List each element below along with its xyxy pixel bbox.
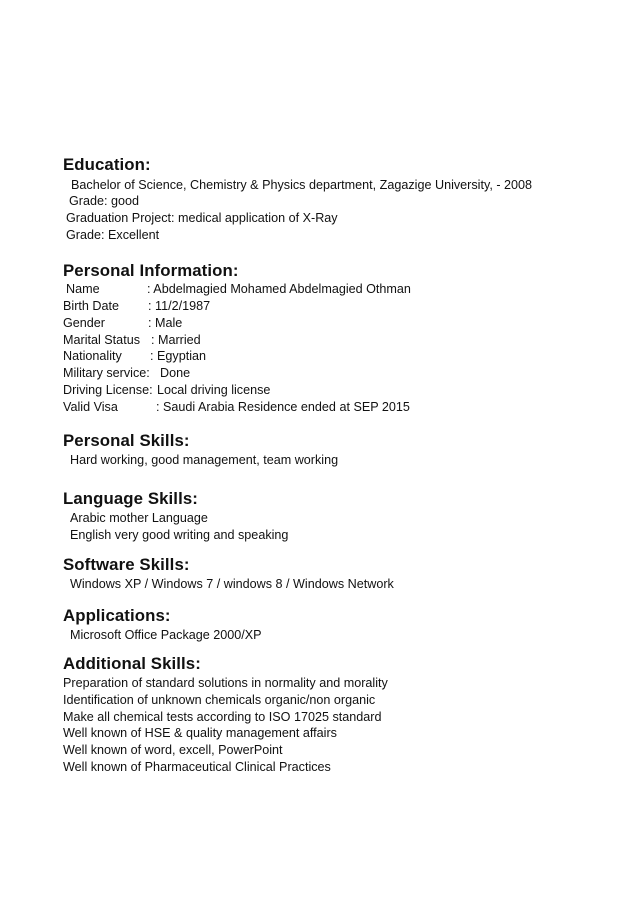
field-label: Military service: — [63, 366, 150, 380]
language-skills-item: English very good writing and speaking — [70, 528, 289, 542]
education-project-grade: Grade: Excellent — [66, 228, 160, 242]
field-label: Driving License: — [63, 383, 153, 397]
field-marital-status — [63, 332, 201, 348]
field-nationality — [63, 348, 206, 364]
field-label: Name — [66, 282, 100, 296]
education-degree: Bachelor of Science, Chemistry & Physics department, Zagazige University, - 2008 — [71, 178, 533, 192]
language-skills-heading: Language Skills: — [63, 489, 198, 508]
field-value: : Abdelmagied Mohamed Abdelmagied Othman — [147, 282, 411, 296]
field-label: Birth Date — [63, 299, 119, 313]
field-value: : Married — [151, 333, 201, 347]
field-driving-license — [63, 382, 270, 398]
field-gender — [63, 315, 182, 331]
personal-skills-item: Hard working, good management, team working — [70, 453, 339, 467]
field-value: : Saudi Arabia Residence ended at SEP 2015 — [156, 400, 410, 414]
additional-skills-item: Well known of Pharmaceutical Clinical Practices — [63, 760, 331, 774]
applications-heading: Applications: — [63, 606, 171, 625]
applications-item: Microsoft Office Package 2000/XP — [70, 628, 262, 642]
additional-skills-item: Make all chemical tests according to ISO 17025 standard — [63, 710, 382, 724]
field-value: : 11/2/1987 — [148, 299, 211, 313]
personal-info-heading: Personal Information: — [63, 261, 239, 280]
additional-skills-item: Well known of word, excell, PowerPoint — [63, 743, 283, 757]
education-project: Graduation Project: medical application of X-Ray — [66, 211, 338, 225]
field-label: Marital Status — [63, 333, 140, 347]
field-label: Gender — [63, 316, 106, 330]
field-valid-visa — [63, 399, 410, 415]
language-skills-item: Arabic mother Language — [70, 511, 208, 525]
software-skills-heading: Software Skills: — [63, 555, 190, 574]
field-birth-date — [63, 298, 210, 314]
software-skills-item: Windows XP / Windows 7 / windows 8 / Windows Network — [70, 577, 394, 591]
additional-skills-heading: Additional Skills: — [63, 654, 201, 673]
field-label: Valid Visa — [63, 400, 118, 414]
additional-skills-item: Preparation of standard solutions in normality and morality — [63, 676, 388, 690]
personal-skills-heading: Personal Skills: — [63, 431, 190, 450]
field-value: : Egyptian — [150, 349, 207, 363]
education-grade: Grade: good — [69, 194, 140, 208]
field-military-service — [63, 365, 190, 381]
education-heading: Education: — [63, 155, 151, 174]
additional-skills-item: Well known of HSE & quality management affairs — [63, 726, 337, 740]
field-value: Done — [160, 366, 191, 380]
field-value: Local driving license — [157, 383, 271, 397]
field-label: Nationality — [63, 349, 122, 363]
field-value: : Male — [148, 316, 183, 330]
field-name — [66, 281, 411, 297]
additional-skills-item: Identification of unknown chemicals organic/non organic — [63, 693, 376, 707]
